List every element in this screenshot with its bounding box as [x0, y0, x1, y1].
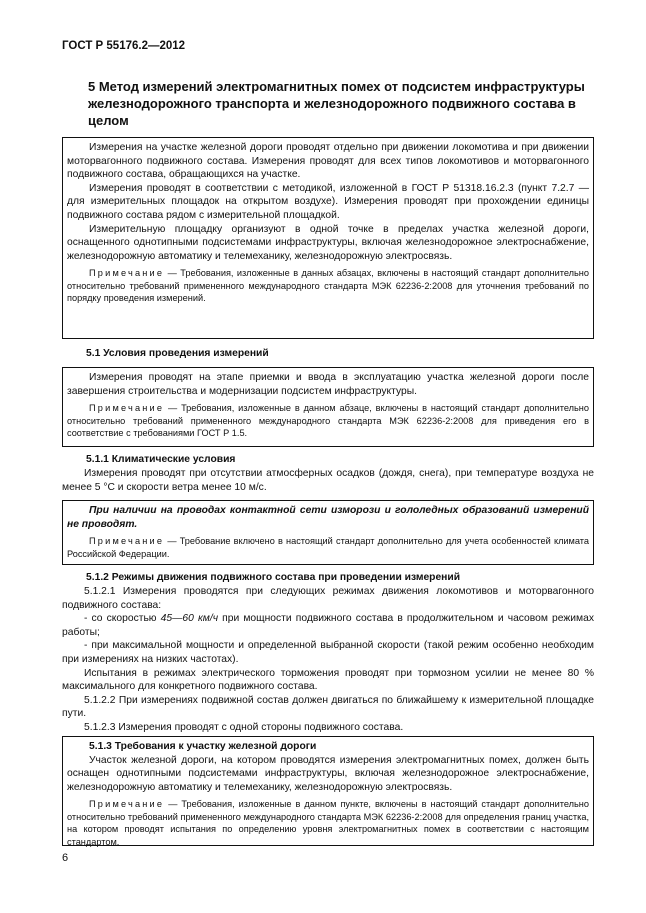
- paragraph: 5.1.2.1 Измерения проводятся при следующих режимах движения локомотивов и моторвагонного подвижного состава:: [62, 586, 594, 611]
- note-label: Примечание: [89, 536, 165, 547]
- paragraph: Измерительную площадку организуют в одной точке в пределах участка железной дороги, оснащенного однотипными подсистемами инфраструктуры, включая железнодорожное электроснабжение, железнодорожную автоматику и телемеханику, железнодорожную электросвязь.: [67, 223, 589, 262]
- section-5-1-heading: 5.1 Условия проведения измерений: [86, 348, 269, 359]
- note-label: Примечание: [89, 403, 165, 414]
- note: [67, 402, 589, 439]
- paragraph: - при максимальной мощности и определенной выбранной скорости (такой режим особенно необходим при измерениях на низких частотах).: [62, 640, 594, 665]
- paragraph: 5.1.2.2 При измерениях подвижной состав должен двигаться по ближайшему к измерительной площадке пути.: [62, 694, 594, 720]
- page-number: 6: [62, 852, 69, 864]
- speed-value: 45—60 км/ч: [160, 613, 219, 625]
- section-5-1-bordered-block: [62, 367, 594, 447]
- paragraph: Испытания в режимах электрического торможения проводят при тормозном усилии не менее 80 % максимального для конкретного подвижного состава.: [62, 667, 594, 693]
- section-5-1-1-heading: 5.1.1 Климатические условия: [86, 454, 236, 465]
- section-5-heading: 5 Метод измерений электромагнитных помех от подсистем инфраструктуры железнодорожного транспорта и железнодорожного подвижного состава в целом: [88, 79, 585, 128]
- paragraph: При наличии на проводах контактной сети изморози и гололедных образований измерений не проводят.: [67, 505, 589, 530]
- note: [67, 267, 589, 304]
- paragraph: Участок железной дороги, на котором проводятся измерения электромагнитных помех, должен быть оснащен однотипными подсистемами инфраструктуры, включая железнодорожное электроснабжение, железнодорожную автоматику и телемеханику, железнодорожную электросвязь.: [67, 754, 589, 793]
- note-text: — Требования, изложенные в данном абзаце, включены в настоящий стандарт дополнительно относительно требований примененного международного стандарта МЭК 62236-2:2008 для приведения его в соответствие с требованиями ГОСТ Р 1.5.: [67, 403, 589, 438]
- section-5-1-1-bordered-block: [62, 500, 594, 565]
- note-text: — Требования, изложенные в данном пункте, включены в настоящий стандарт дополнительно относительно требований примененного международного стандарта МЭК 62236-2:2008 для определения границ участка, на котором проводят испытания по определению уровня электромагнитных помех в соответствии с настоящим стандартом.: [67, 799, 589, 847]
- section-5-1-3-bordered-block: [62, 736, 594, 846]
- section-5-1-3-heading: 5.1.3 Требования к участку железной дороги: [89, 741, 317, 752]
- paragraph: - со скоростью 45—60 км/ч при мощности подвижного состава в продолжительном и часовом режимах работы;: [62, 613, 594, 638]
- note: [67, 798, 589, 848]
- paragraph: Измерения проводят при отсутствии атмосферных осадков (дождя, снега), при температуре воздуха не менее 5 °С и скорости ветра менее 10 м/с.: [62, 468, 594, 493]
- document-header: ГОСТ Р 55176.2—2012: [62, 40, 186, 52]
- section-5-bordered-block: [62, 137, 594, 339]
- section-5-1-1-text: [62, 467, 594, 494]
- note-label: Примечание: [89, 799, 165, 810]
- section-5-1-2-text: [62, 585, 594, 735]
- paragraph: 5.1.2.3 Измерения проводят с одной стороны подвижного состава.: [84, 721, 404, 733]
- paragraph: Измерения проводят в соответствии с методикой, изложенной в ГОСТ Р 51318.16.2.3 (пункт 7.2.7 — для измерительных площадок на открытом воздухе). Измерения проводят при прохождении единицы подвижного состава рядом с измерительной площадкой.: [67, 182, 589, 221]
- note-label: Примечание: [89, 268, 165, 279]
- paragraph: Измерения на участке железной дороги проводят отдельно при движении локомотива и при движении моторвагонного подвижного состава. Измерения проводят для всех типов локомотивов и моторвагонного подвижного состава, обращающихся на участке.: [67, 142, 589, 181]
- note-text: — Требование включено в настоящий стандарт дополнительно для учета особенностей климата Российской Федерации.: [67, 536, 589, 559]
- paragraph: Измерения проводят на этапе приемки и ввода в эксплуатацию участка железной дороги после завершения строительства и модернизации подсистем инфраструктуры.: [67, 372, 589, 397]
- section-5-1-2-heading: 5.1.2 Режимы движения подвижного состава при проведении измерений: [86, 572, 461, 583]
- note: [67, 535, 589, 560]
- note-text: — Требования, изложенные в данных абзацах, включены в настоящий стандарт дополнительно относительно требований примененного международного стандарта МЭК 62236-2:2008 для уточнения требований по порядку проведения измерений.: [67, 268, 589, 304]
